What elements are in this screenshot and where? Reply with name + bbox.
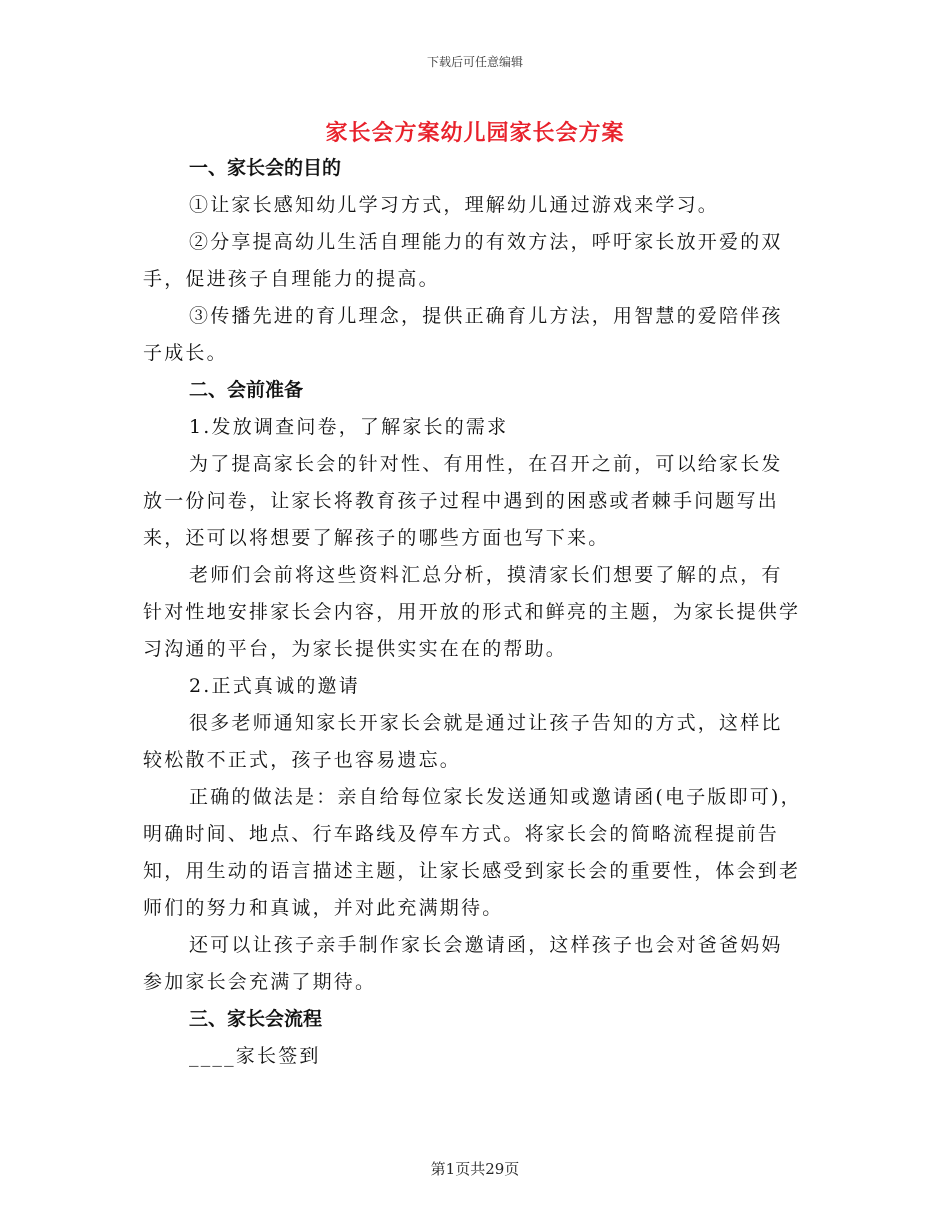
section-heading: 二、会前准备 — [189, 379, 304, 401]
paragraph: 还可以让孩子亲手制作家长会邀请函，这样孩子也会对爸爸妈妈参加家长会充满了期待。 — [143, 934, 783, 993]
paragraph: 正确的做法是：亲自给每位家长发送通知或邀请函(电子版即可)，明确时间、地点、行车路线及停车方式。将家长会的简略流程提前告知，用生动的语言描述主题，让家长感受到家长会的重要性，体会到老师们的努力和真诚，并对此充满期待。 — [143, 786, 802, 919]
subheading: 1.发放调查问卷，了解家长的需求 — [189, 416, 509, 438]
section-preparation — [143, 372, 803, 1001]
page-number: 第1页共29页 — [430, 1160, 520, 1178]
paragraph: ____家长签到 — [189, 1045, 321, 1067]
paragraph: 为了提高家长会的针对性、有用性，在召开之前，可以给家长发放一份问卷，让家长将教育孩子过程中遇到的困惑或者棘手问题写出来，还可以将想要了解孩子的哪些方面也写下来。 — [143, 453, 783, 549]
section-purpose — [143, 150, 803, 372]
subheading: 2.正式真诚的邀请 — [189, 675, 360, 697]
page-header-note: 下载后可任意编辑 — [426, 55, 523, 69]
section-process — [143, 1001, 803, 1075]
paragraph: ①让家长感知幼儿学习方式，理解幼儿通过游戏来学习。 — [189, 194, 720, 216]
paragraph: ③传播先进的育儿理念，提供正确育儿方法，用智慧的爱陪伴孩子成长。 — [143, 305, 783, 364]
section-heading: 一、家长会的目的 — [189, 157, 342, 179]
paragraph: 老师们会前将这些资料汇总分析，摸清家长们想要了解的点，有针对性地安排家长会内容，用开放的形式和鲜亮的主题，为家长提供学习沟通的平台，为家长提供实实在在的帮助。 — [143, 564, 801, 660]
section-heading: 三、家长会流程 — [189, 1008, 323, 1030]
document-title: 家长会方案幼儿园家长会方案 — [325, 121, 625, 146]
paragraph: 很多老师通知家长开家长会就是通过让孩子告知的方式，这样比较松散不正式，孩子也容易遗忘。 — [143, 712, 783, 771]
paragraph: ②分享提高幼儿生活自理能力的有效方法，呼吁家长放开爱的双手，促进孩子自理能力的提高。 — [143, 231, 783, 290]
document-body — [143, 150, 803, 1075]
